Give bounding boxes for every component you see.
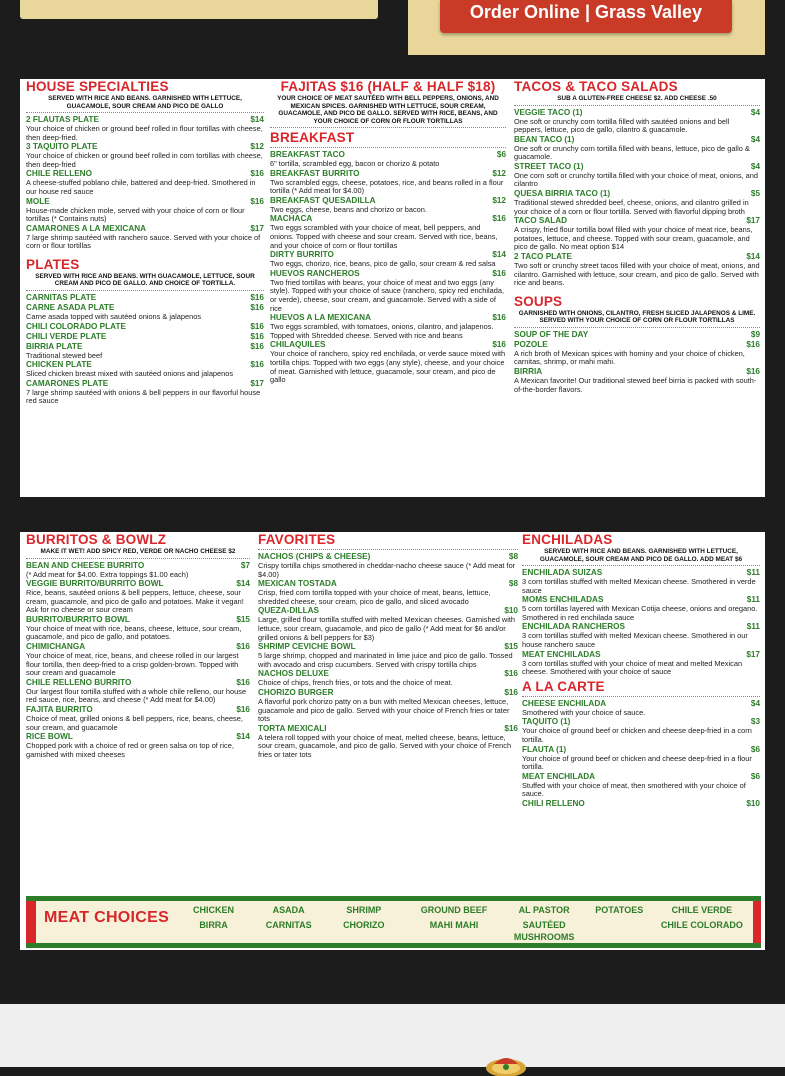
menu-item-price: $11 (746, 595, 760, 605)
menu-item-description: Traditional stewed beef (26, 350, 103, 360)
menu-item-name: BREAKFAST BURRITO (270, 168, 360, 178)
menu-item-name: FLAUTA (1) (522, 744, 567, 754)
menu-item (522, 772, 760, 799)
menu-image-page-1 (20, 79, 765, 497)
section-title: FAJITAS $16 (HALF & HALF $18) (280, 79, 496, 94)
menu-item-description: A rich broth of Mexican spices with hominy and your choice of chicken, carnitas, shrimp, or mahi mahi. (514, 348, 745, 367)
section-subtitle: SERVED WITH RICE AND BEANS. GARNISHED WITH LETTUCE, GUACAMOLE, SOUR CREAM AND PICO DE GALLO (48, 95, 242, 110)
meat-choice: CARNITAS (265, 920, 312, 930)
menu-item (26, 732, 250, 759)
menu-item-description: 5 large shrimp, chopped and marinated in lime juice and pico de gallo. Tossed with avocado and crisp cucumbers. Served with crispy tortilla chips (258, 651, 513, 669)
menu-item (522, 699, 760, 718)
section-title: BREAKFAST (270, 130, 355, 145)
menu-item (258, 579, 518, 606)
menu-item-price: $10 (746, 798, 760, 808)
menu-image-page-2 (20, 532, 765, 950)
menu-item-description: One soft or crunchy corn tortilla filled with sautéed onions and bell peppers, lettuce, pico de gallo, cilantro & guacamole. (514, 116, 730, 135)
menu-item (514, 367, 760, 394)
section-title: BURRITOS & BOWLZ (26, 532, 167, 547)
menu-item-price: $16 (504, 669, 518, 679)
section-title: ENCHILADAS (522, 532, 613, 547)
section-divider (514, 327, 760, 328)
menu-item (26, 579, 250, 615)
meat-bar-accent (26, 901, 36, 943)
menu-item-name: QUESA BIRRIA TACO (1) (514, 189, 611, 199)
menu-item-name: TAQUITO (1) (522, 717, 571, 727)
menu-item-description: Our largest flour tortilla stuffed with a whole chile relleno, our house red sauce, rice, beans, and cheese (* Add meat for $4.00) (26, 686, 247, 705)
menu-item-name: MOMS ENCHILADAS (522, 595, 604, 605)
restaurant-logo-icon (484, 1054, 528, 1076)
menu-item-name: BURRITO/BURRITO BOWL (26, 614, 130, 624)
menu-item-name: HUEVOS RANCHEROS (270, 268, 360, 278)
menu-item (522, 650, 760, 677)
menu-item-price: $14 (236, 579, 250, 589)
menu-item-description: Chopped pork with a choice of red or green salsa on top of rice, garnished with mixed cheeses (26, 741, 234, 759)
meat-choice: CHORIZO (343, 920, 385, 930)
menu-item (514, 108, 760, 135)
menu-item-price: $16 (236, 642, 250, 652)
menu-item-description: 3 corn tortillas stuffed with melted Mexican cheese. Smothered in verde sauce (522, 577, 756, 595)
menu-item (514, 162, 760, 189)
menu-item-description: Your choice of chicken or ground beef rolled in flour tortillas with cheese, then deep-fried. (26, 124, 263, 142)
menu-item-description: Two scrambled eggs, cheese, potatoes, rice, and beans rolled in a flour tortilla (* Add meat for $4.00) (270, 177, 504, 196)
menu-item-price: $16 (250, 196, 264, 206)
menu-item-price: $17 (746, 216, 760, 226)
menu-item (514, 135, 760, 162)
menu-item-name: MOLE (26, 196, 50, 206)
menu-section (522, 679, 760, 809)
menu-item-price: $4 (750, 698, 760, 708)
menu-item-price: $16 (236, 705, 250, 715)
menu-item-price: $4 (750, 161, 760, 171)
menu-item-name: CARNITAS PLATE (26, 292, 97, 302)
menu-item-name: STREET TACO (1) (514, 161, 584, 171)
menu-item (270, 313, 506, 340)
menu-item-name: CHILI RELLENO (522, 798, 585, 808)
menu-item-name: CHILAQUILES (270, 340, 326, 350)
menu-item-price: $6 (496, 150, 506, 159)
menu-section (26, 532, 250, 759)
meat-choice: POTATOES (595, 905, 644, 915)
menu-item-description: A Mexican favorite! Our traditional stewed beef birria is packed with south-of-the-border flavors. (514, 376, 757, 394)
menu-item-price: $10 (504, 606, 518, 616)
section-subtitle: SUB A GLUTEN-FREE CHEESE $2. ADD CHEESE .50 (557, 95, 717, 102)
menu-item (522, 622, 760, 649)
menu-item-price: $16 (504, 687, 518, 697)
meat-choice: SHRIMP (346, 905, 382, 915)
menu-item (270, 269, 506, 313)
menu-item-description: Rice, beans, sautéed onions & bell peppers, lettuce, cheese, sour cream, guacamole, and pico de gallo and potatoes. Make it vegan! Ask for no cheese or sour cream (26, 588, 244, 615)
meat-choice: SAUTÉED MUSHROOMS (513, 920, 575, 942)
menu-item (522, 799, 760, 809)
menu-item-price: $11 (746, 622, 760, 632)
menu-item-name: CHICKEN PLATE (26, 360, 92, 370)
menu-item-price: $16 (492, 268, 506, 278)
menu-item (26, 322, 264, 332)
menu-item-description: House-made chicken mole, served with your choice of corn or flour tortillas (* Contains nuts) (26, 205, 245, 224)
menu-column-right (514, 79, 760, 497)
menu-item-name: NACHOS DELUXE (258, 669, 329, 679)
menu-column-left (26, 79, 264, 497)
menu-item-description: 7 large shrimp sautéed with onions & bell peppers in our flavorful house red sauce (26, 387, 261, 406)
menu-item-name: 3 TAQUITO PLATE (26, 142, 98, 152)
menu-item-name: CARNE ASADA PLATE (26, 302, 115, 312)
section-divider (522, 565, 760, 566)
section-divider (270, 127, 506, 128)
menu-item-price: $17 (746, 649, 760, 659)
menu-item (26, 561, 250, 580)
menu-item-description: 3 corn tortillas stuffed with melted Mexican cheese. Smothered in our house ranchero sauce (522, 631, 748, 649)
menu-item-price: $16 (250, 302, 264, 312)
menu-item-price: $14 (250, 115, 264, 124)
menu-item-description: 6" tortilla, scrambled egg, bacon or chorizo & potato (270, 159, 440, 168)
menu-section (514, 294, 760, 394)
menu-item-price: $6 (750, 771, 760, 781)
menu-item-name: CHILI VERDE PLATE (26, 331, 107, 341)
section-subtitle: GARNISHED WITH ONIONS, CILANTRO, FRESH SLICED JALAPENOS & LIME. SERVED WITH YOUR CHOICE OF CORN OR FLOUR TORTILLAS (518, 309, 756, 325)
menu-item (514, 216, 760, 252)
left-panel-bottom (20, 0, 378, 19)
menu-item-price: $5 (750, 189, 760, 199)
menu-item-price: $16 (250, 169, 264, 179)
menu-section (26, 257, 264, 406)
menu-item-price: $17 (250, 378, 264, 388)
menu-item-price: $12 (492, 168, 506, 178)
meat-choice: MAHI MAHI (429, 920, 479, 930)
menu-item (26, 293, 264, 303)
menu-item-price: $16 (250, 360, 264, 370)
menu-item-description: Smothered with your choice of sauce. (522, 707, 646, 717)
section-subtitle: YOUR CHOICE OF MEAT SAUTÉED WITH BELL PEPPERS, ONIONS, AND MEXICAN SPICES. GARNISHED WITH LETTUCE, SOUR CREAM, GUACAMOLE, AND PICO DE GALLO. SERVED WITH RICE, BEANS, AND YOUR CHOICE OF CORN OR FLOUR TORTILLAS (277, 95, 499, 125)
menu-item (258, 688, 518, 724)
menu-item (26, 705, 250, 732)
menu-item-name: CHORIZO BURGER (258, 687, 334, 697)
menu-item (514, 340, 760, 367)
menu-item-description: Crisp, fried corn tortilla topped with your choice of meat, beans, lettuce, shredded cheese, sour cream, pico de gallo, and sliced avocado (258, 588, 491, 606)
menu-item-name: POZOLE (514, 339, 548, 349)
menu-item-description: Two eggs, chorizo, rice, beans, pico de gallo, sour cream & red salsa (270, 259, 496, 269)
menu-item (258, 724, 518, 760)
menu-item-name: SOUP OF THE DAY (514, 329, 589, 339)
menu-item-price: $16 (250, 331, 264, 341)
section-title: PLATES (26, 256, 80, 272)
menu-item-name: CHEESE ENCHILADA (522, 698, 607, 708)
section-divider (514, 105, 760, 106)
menu-item (270, 214, 506, 250)
menu-section (258, 532, 518, 760)
menu-item-description: A flavorful pork chorizo patty on a bun with melted Mexican cheeses, lettuce, guacamole and pico de gallo. Served with your choice of French fries or tater tots (258, 696, 510, 724)
menu-item (514, 189, 760, 216)
menu-section (522, 532, 760, 677)
meat-choice: ASADA (272, 905, 305, 915)
menu-item (26, 169, 264, 196)
menu-item (26, 115, 264, 142)
menu-item-name: CHIMICHANGA (26, 642, 86, 652)
menu-item-name: ENCHILADA RANCHEROS (522, 622, 625, 632)
section-title: TACOS & TACO SALADS (514, 79, 678, 94)
order-panel (408, 0, 765, 55)
menu-item (258, 669, 518, 688)
footer (0, 1004, 785, 1067)
menu-item-name: BREAKFAST TACO (270, 150, 345, 159)
menu-item (26, 224, 264, 251)
menu-item (522, 568, 760, 595)
menu-item (26, 678, 250, 705)
menu-item (26, 615, 250, 642)
menu-item-description: Your choice of meat with rice, beans, cheese, lettuce, sour cream, guacamole, and pico de gallo, and potatoes. (26, 623, 242, 642)
menu-section (514, 79, 760, 288)
menu-item-name: HUEVOS A LA MEXICANA (270, 313, 371, 323)
menu-item-description: Stuffed with your choice of meat, then smothered with your choice of sauce. (522, 780, 746, 799)
menu-column-middle (270, 79, 506, 497)
menu-item-description: One soft or crunchy corn tortilla filled with beans, lettuce, pico de gallo & guacamole. (514, 143, 750, 162)
menu-item-name: 2 FLAUTAS PLATE (26, 115, 99, 124)
menu-item-price: $15 (236, 614, 250, 624)
menu-item-name: MEXICAN TOSTADA (258, 579, 337, 589)
menu-item (522, 717, 760, 744)
menu-item-name: CAMARONES A LA MEXICANA (26, 223, 147, 233)
menu-item-name: MEAT ENCHILADAS (522, 649, 601, 659)
menu-item-price: $3 (750, 717, 760, 727)
menu-item-price: $16 (492, 214, 506, 224)
header-strip (0, 0, 785, 62)
meat-bar-accent (753, 901, 761, 943)
menu-item-name: TACO SALAD (514, 216, 568, 226)
menu-item-description: 7 large shrimp sautéed with ranchero sauce. Served with your choice of corn or flour tortillas (26, 232, 261, 251)
section-title: FAVORITES (258, 532, 336, 547)
meat-choice (582, 919, 657, 943)
menu-item-name: MEAT ENCHILADA (522, 771, 596, 781)
menu-item-name: VEGGIE BURRITO/BURRITO BOWL (26, 579, 164, 589)
menu-item-price: $6 (750, 744, 760, 754)
menu-item-price: $16 (250, 292, 264, 302)
menu-column-left (26, 532, 250, 900)
menu-item-description: Sliced chicken breast mixed with sautéed onions and jalapenos (26, 369, 234, 379)
menu-item-name: BIRRIA (514, 367, 543, 376)
menu-item-price: $16 (250, 341, 264, 351)
menu-item-description: Your choice of meat, rice, beans, and cheese rolled in our largest flour tortilla, then deep-fried to a crisp golden-brown. Topped with sour cream and guacamole (26, 651, 239, 678)
menu-item-name: RICE BOWL (26, 732, 73, 742)
menu-item-name: DIRTY BURRITO (270, 250, 334, 260)
menu-item-price: $7 (240, 560, 250, 570)
menu-item (270, 340, 506, 384)
menu-column-right (522, 532, 760, 900)
menu-item (258, 642, 518, 669)
menu-item-price: $16 (492, 313, 506, 323)
meat-choice: CHICKEN (193, 905, 235, 915)
menu-item-description: Two soft or crunchy street tacos filled with your choice of meat, onions, and cilantro. Garnished with lettuce, sour cream, and pico de gallo. Served with rice and beans. (514, 261, 760, 288)
menu-item (26, 342, 264, 361)
menu-item (26, 142, 264, 169)
menu-item-price: $16 (250, 321, 264, 331)
menu-column-middle (258, 532, 518, 900)
menu-item-price: $14 (746, 252, 760, 262)
menu-item-name: CHILE RELLENO (26, 169, 92, 179)
menu-item (270, 196, 506, 215)
menu-item-price: $16 (236, 677, 250, 687)
menu-section (26, 79, 264, 251)
menu-item (522, 595, 760, 622)
menu-item-price: $11 (746, 568, 760, 577)
menu-item-name: SHRIMP CEVICHE BOWL (258, 642, 356, 652)
menu-item-description: Two eggs, cheese, beans and chorizo or bacon. (270, 204, 427, 214)
menu-item-name: ENCHILADA SUIZAS (522, 568, 603, 577)
meat-choice: CHILE VERDE (671, 905, 733, 915)
menu-item-name: NACHOS (CHIPS & CHEESE) (258, 552, 371, 561)
menu-item (270, 169, 506, 196)
menu-item (26, 379, 264, 406)
menu-item-price: $9 (750, 329, 760, 339)
section-divider (522, 696, 760, 697)
menu-item-price: $16 (746, 367, 760, 376)
menu-item (258, 552, 518, 579)
menu-item-description: A cheese-stuffed poblano chile, battered and deep-fried. Smothered in our house red sauce (26, 178, 256, 196)
menu-item-name: CHILE RELLENO BURRITO (26, 677, 132, 687)
menu-item-name: QUEZA-DILLAS (258, 606, 319, 616)
menu-item-description: One corn soft or crunchy tortilla filled with your choice of meat, onions, and cilantro (514, 170, 759, 189)
section-divider (258, 549, 518, 550)
menu-section (270, 130, 506, 385)
menu-item-name: 2 TACO PLATE (514, 252, 572, 262)
meat-choices-title: MEAT CHOICES (44, 909, 170, 926)
order-online-button[interactable]: Order Online | Grass Valley (440, 0, 732, 33)
section-divider (26, 290, 264, 291)
menu-item-description: Choice of chips, french fries, or tots and the choice of meat. (258, 678, 453, 688)
menu-item-price: $12 (492, 195, 506, 205)
menu-item-description: A telera roll topped with your choice of meat, melted cheese, beans, lettuce, sour cream, guacamole, and pico de gallo. Served with your choice of French fries or tater tots (258, 732, 512, 759)
menu-item-description: Your choice of chicken or ground beef rolled in corn tortillas with cheese, then deep-fried (26, 151, 263, 169)
menu-item-description: Two fried tortillas with beans, your choice of meat and two eggs (any style). Topped with your choice of sauce (ranchero, spicy red enchilada, or verde), cheese, sour cream, and guacamole. Served with a side of rice (270, 277, 505, 313)
menu-item-description: Choice of meat, grilled onions & bell peppers, rice, beans, cheese, sour cream, and guacamole (26, 714, 243, 732)
meat-choice: GROUND BEEF (420, 905, 488, 915)
menu-item-description: 3 corn tortillas stuffed with your choice of meat and melted Mexican cheese. Smothered with your choice of sauce (522, 658, 743, 677)
meat-choices-bar (26, 896, 761, 948)
menu-item (26, 332, 264, 342)
menu-item-price: $17 (250, 223, 264, 233)
menu-item-description: Large, grilled flour tortilla stuffed with melted Mexican cheeses. Garnished with lettuce, sour cream, guacamole, and pico de gallo (* Add meat for $6 and/or grilled onions & bell peppers for $3) (258, 615, 516, 642)
menu-item-price: $4 (750, 134, 760, 144)
section-title: HOUSE SPECIALTIES (26, 79, 169, 94)
meat-choice: BIRRA (199, 920, 228, 930)
menu-item-name: VEGGIE TACO (1) (514, 107, 583, 117)
section-divider (26, 558, 250, 559)
section-subtitle: SERVED WITH RICE AND BEANS. WITH GUACAMOLE, LETTUCE, SOUR CREAM AND PICO DE GALLO. AND CHOICE OF TORTILLA. (35, 272, 255, 288)
menu-item-description: (* Add meat for $4.00. Extra toppings $1.00 each) (26, 569, 189, 579)
menu-item-name: CHILI COLORADO PLATE (26, 321, 126, 331)
menu-item (26, 642, 250, 678)
menu-item-name: MACHACA (270, 214, 313, 224)
menu-item-price: $14 (236, 732, 250, 742)
menu-item (514, 330, 760, 340)
menu-item-name: BREAKFAST QUESADILLA (270, 195, 376, 205)
menu-item-price: $15 (504, 642, 518, 652)
meat-choices-grid (176, 904, 747, 943)
menu-item-description: Two eggs scrambled with your choice of meat, bell peppers, and onions. Topped with cheese and sour cream. Served with rice, beans, and your choice of corn or flour tortillas (270, 223, 498, 250)
menu-item-description: Your choice of ranchero, spicy red enchilada, or verde sauce mixed with tortilla chips. Topped with two eggs (any style), cheese, and your choice of meat. Garnished with lettuce, guacamole, sour cream, and pico de gallo (270, 349, 506, 385)
menu-item-description: Carne asada topped with sautéed onions & jalapenos (26, 311, 202, 321)
section-divider (26, 112, 264, 113)
menu-item (522, 745, 760, 772)
menu-item-description: Your choice of ground beef or chicken and cheese deep-fried in a flour tortilla. (522, 753, 752, 772)
menu-item (26, 303, 264, 322)
menu-item (514, 252, 760, 288)
menu-item-name: BIRRIA PLATE (26, 341, 83, 351)
menu-item-price: $16 (746, 339, 760, 349)
menu-item-price: $8 (508, 552, 518, 561)
menu-item-price: $4 (750, 107, 760, 117)
menu-item (270, 250, 506, 269)
menu-item-name: BEAN TACO (1) (514, 134, 575, 144)
menu-item-description: Two eggs scrambled, with tomatoes, onions, cilantro, and jalapenos. Topped with Shredded cheese. Served with rice and beans (270, 322, 494, 340)
meat-choice: CHILE COLORADO (660, 920, 743, 930)
menu-item-price: $14 (492, 250, 506, 260)
menu-item-name: TORTA MEXICALI (258, 723, 327, 733)
menu-section (270, 79, 506, 128)
menu-item-description: Traditional stewed shredded beef, cheese, onions, and cilantro grilled in your choice of a corn or flour tortilla. Served with flavorful dipping broth (514, 198, 749, 216)
section-subtitle: SERVED WITH RICE AND BEANS. GARNISHED WITH LETTUCE, GUACAMOLE, SOUR CREAM AND PICO DE GALLO. ADD MEAT $6 (539, 548, 743, 563)
menu-item-description: Crispy tortilla chips smothered in cheddar-nacho cheese sauce (* Add meat for $4.00) (258, 561, 516, 579)
menu-item (270, 150, 506, 169)
menu-item-name: CAMARONES PLATE (26, 378, 109, 388)
menu-item-price: $12 (250, 142, 264, 152)
section-subtitle: MAKE IT WET! ADD SPICY RED, VERDE OR NACHO CHEESE $2 (40, 548, 236, 555)
menu-item-description: 5 corn tortillas layered with Mexican Cotija cheese, onions and oregano. Smothered in red enchilada sauce (522, 604, 758, 622)
menu-item-name: BEAN AND CHEESE BURRITO (26, 560, 145, 570)
menu-item (258, 606, 518, 642)
menu-item-price: $8 (508, 579, 518, 589)
menu-item-price: $16 (504, 723, 518, 733)
section-divider (270, 147, 506, 148)
menu-item-description: Your choice of ground beef or chicken and cheese deep-fried in a corn tortilla. (522, 726, 752, 744)
menu-item (26, 360, 264, 379)
meat-choice: AL PASTOR (518, 905, 570, 915)
section-title: A LA CARTE (522, 678, 605, 694)
menu-item-description: A crispy, fried flour tortilla bowl filled with your choice of meat rice, beans, potatoes, lettuce, and cheese. Topped with sour cream, guacamole, and pico de gallo. No meat option $14 (514, 225, 753, 252)
menu-item-name: FAJITA BURRITO (26, 705, 93, 715)
section-title: SOUPS (514, 293, 563, 309)
menu-item (26, 197, 264, 224)
menu-item-price: $16 (492, 340, 506, 350)
